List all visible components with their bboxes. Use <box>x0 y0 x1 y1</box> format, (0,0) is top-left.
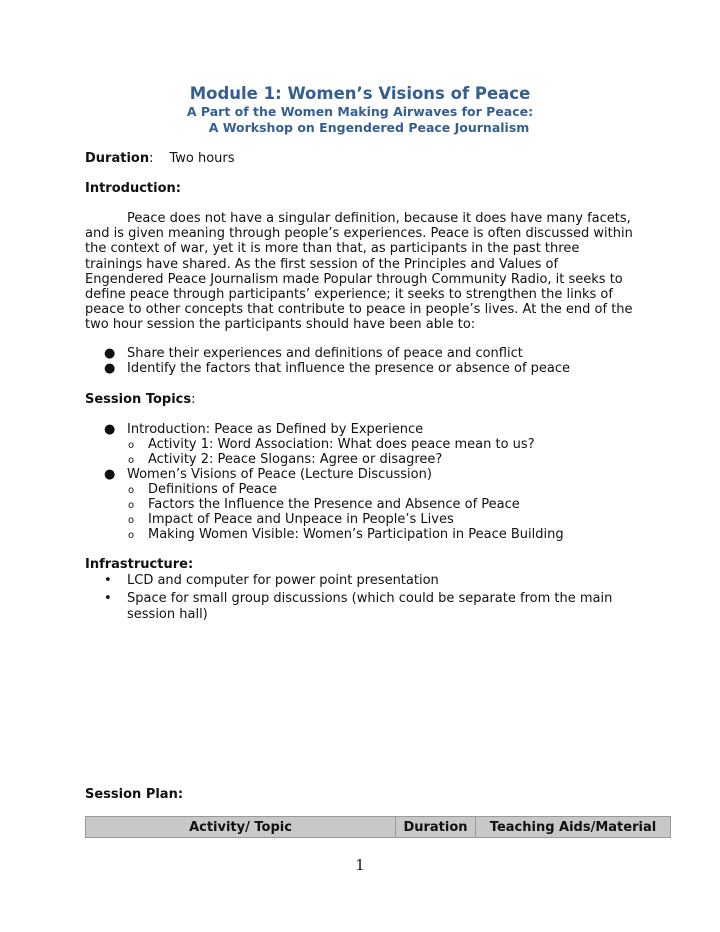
bullet-icon: ● <box>104 346 116 361</box>
module-subtitle: A Part of the Women Making Airwaves for Peace: <box>186 104 534 119</box>
bullet-icon: ● <box>104 422 116 437</box>
introduction-text: Peace does not have a singular definition, because it does have many facets, and is given meaning through people’s experiences. Peace is often discussed within the context of war, yet it is more than that, as participants in the past three trainings have shared. As the first session of the Principles and Values of Engendered Peace Journalism made Popular through Community Radio, it seeks to define peace through participants’ experience; it seeks to strengthen the links of peace to other concepts that contribute to peace in people’s lives. At the end of the two hour session the participants should have been able to: <box>85 211 633 333</box>
duration-colon: : <box>149 151 154 166</box>
bullet-icon: • <box>104 573 112 588</box>
module-title: Module 1: Women’s Visions of Peace <box>189 84 531 103</box>
column-header-activity: Activity/ Topic <box>86 817 396 837</box>
duration-line <box>85 151 640 166</box>
circle-bullet-icon: o <box>128 440 135 451</box>
sub-list-item: o Factors the Influence the Presence and Absence of Peace <box>128 497 520 512</box>
bullet-icon: ● <box>104 361 116 376</box>
session-plan-table-header <box>85 816 671 838</box>
circle-bullet-icon: o <box>128 485 135 496</box>
circle-bullet-icon: o <box>128 455 135 466</box>
session-topics-heading: Session Topics: <box>85 392 196 407</box>
sub-list-item: o Making Women Visible: Women’s Participation in Peace Building <box>128 527 564 542</box>
sub-list-item: o Activity 2: Peace Slogans: Agree or disagree? <box>128 452 443 467</box>
duration-label: Duration <box>85 151 150 166</box>
module-subtitle-2: A Workshop on Engendered Peace Journalism <box>208 120 530 135</box>
infrastructure-heading: Infrastructure: <box>85 557 194 572</box>
sub-list-item: o Activity 1: Word Association: What does peace mean to us? <box>128 437 535 452</box>
bullet-icon: ● <box>104 467 116 482</box>
list-item: ● Share their experiences and definitions of peace and conflict <box>104 346 523 361</box>
circle-bullet-icon: o <box>128 530 135 541</box>
title-block <box>0 84 720 136</box>
list-item: • LCD and computer for power point presentation <box>104 573 439 588</box>
list-item: ● Identify the factors that influence the presence or absence of peace <box>104 361 571 376</box>
sub-list-item: o Impact of Peace and Unpeace in People’s Lives <box>128 512 454 527</box>
introduction-heading: Introduction: <box>85 181 181 196</box>
list-item: • Space for small group discussions (which could be separate from the main session hall) <box>104 591 613 622</box>
session-plan-heading: Session Plan: <box>85 787 184 802</box>
sub-list-item: o Definitions of Peace <box>128 482 278 497</box>
session-topics-list <box>85 422 640 542</box>
circle-bullet-icon: o <box>128 515 135 526</box>
list-item: ● Introduction: Peace as Defined by Experience <box>104 422 424 437</box>
bullet-icon: • <box>104 591 112 606</box>
infrastructure-list <box>85 573 615 623</box>
page-number: 1 <box>355 856 365 874</box>
column-header-teaching-aids: Teaching Aids/Material <box>489 819 657 835</box>
list-item: ● Women’s Visions of Peace (Lecture Discussion) <box>104 467 432 482</box>
column-header-duration: Duration <box>396 817 476 837</box>
introduction-paragraph <box>85 211 640 333</box>
objectives-list <box>85 346 640 376</box>
circle-bullet-icon: o <box>128 500 135 511</box>
duration-value: Two hours <box>169 151 235 166</box>
